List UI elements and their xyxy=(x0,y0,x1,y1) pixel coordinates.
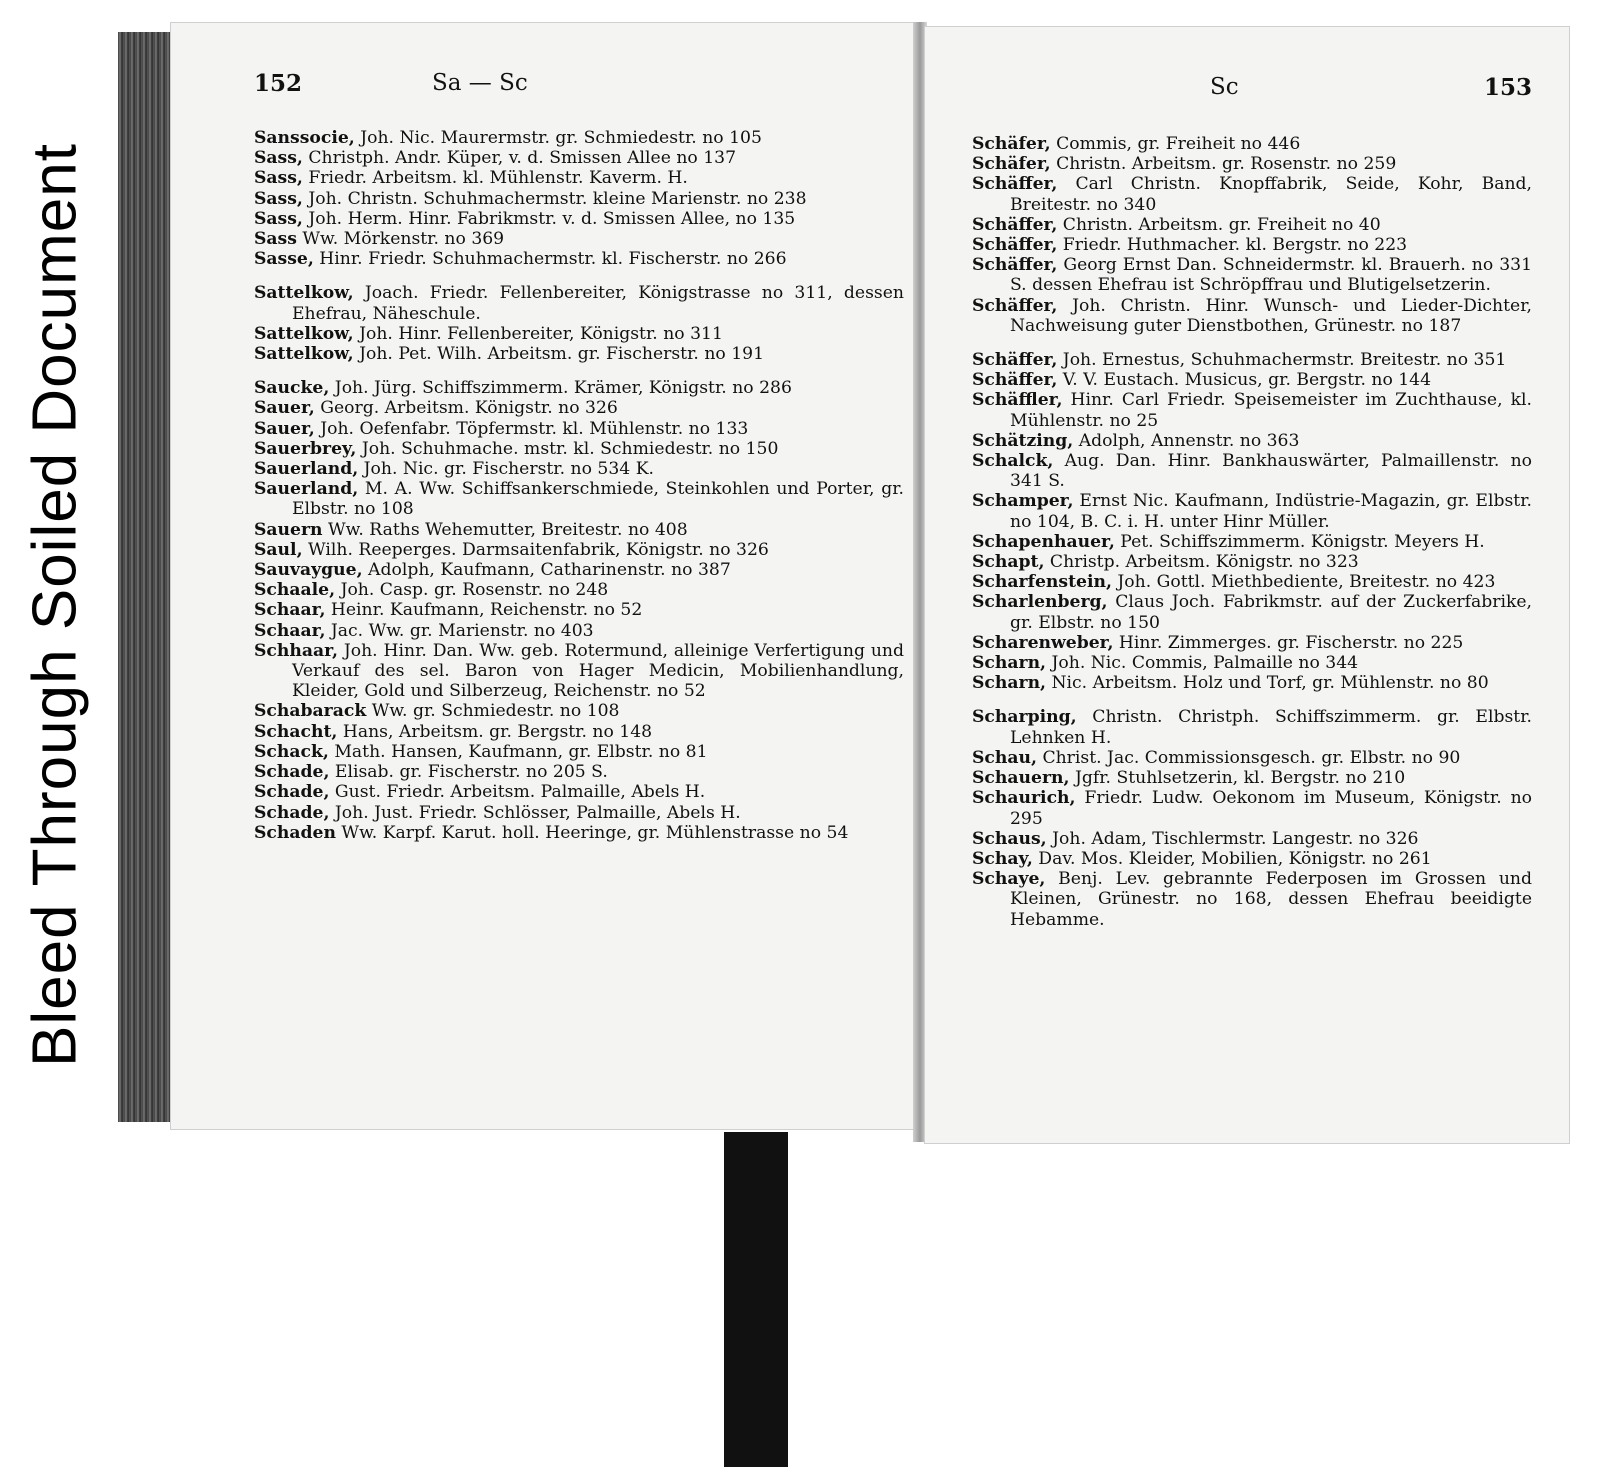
entry-details: Joh. Christn. Hinr. Wunsch- und Lieder-Dichter, Nachweisung guter Dienstbothen, Grünestr. no 187 xyxy=(1010,295,1532,336)
entry-details: Joh. Pet. Wilh. Arbeitsm. gr. Fischerstr. no 191 xyxy=(353,344,765,365)
directory-entry xyxy=(254,762,904,782)
entry-details: Joh. Oefenfabr. Töpfermstr. kl. Mühlenstr. no 133 xyxy=(314,418,749,439)
entry-surname: Sass, xyxy=(254,188,303,209)
directory-entry xyxy=(972,370,1532,390)
directory-entry xyxy=(254,324,904,344)
directory-entry xyxy=(254,189,904,209)
entry-details: Ww. gr. Schmiedestr. no 108 xyxy=(366,701,620,722)
directory-entry xyxy=(254,439,904,459)
entry-surname: Schamper, xyxy=(972,491,1074,512)
entry-surname: Schapenhauer, xyxy=(972,531,1115,552)
entry-details: Hinr. Friedr. Schuhmachermstr. kl. Fischerstr. no 266 xyxy=(313,249,787,270)
entry-details: Christ. Jac. Commissionsgesch. gr. Elbstr. no 90 xyxy=(1037,747,1461,768)
directory-entry xyxy=(254,600,904,620)
entry-details: Joh. Christn. Schuhmachermstr. kleine Marienstr. no 238 xyxy=(302,188,807,209)
entry-surname: Sattelkow, xyxy=(254,323,354,344)
directory-entry xyxy=(254,419,904,439)
entry-surname: Schade, xyxy=(254,782,330,803)
directory-entry xyxy=(254,803,904,823)
entry-details: Joh. Herm. Hinr. Fabrikmstr. v. d. Smissen Allee, no 135 xyxy=(302,208,796,229)
directory-entry xyxy=(972,350,1532,370)
directory-entry xyxy=(972,829,1532,849)
directory-entry xyxy=(254,209,904,229)
entry-surname: Schäffler, xyxy=(972,390,1063,411)
entry-details: V. V. Eustach. Musicus, gr. Bergstr. no 144 xyxy=(1057,370,1432,391)
entry-surname: Sasse, xyxy=(254,249,314,270)
entry-details: Joh. Schuhmache. mstr. kl. Schmiedestr. no 150 xyxy=(356,438,779,459)
entry-surname: Schäffer, xyxy=(972,350,1058,371)
directory-entry xyxy=(972,134,1532,154)
entry-details: Gust. Friedr. Arbeitsm. Palmaille, Abels H. xyxy=(329,782,706,803)
entry-surname: Sass xyxy=(254,229,297,250)
entry-details: Joh. Ernestus, Schuhmachermstr. Breitestr. no 351 xyxy=(1057,350,1507,371)
running-head: Sa — Sc xyxy=(432,70,528,96)
directory-entry xyxy=(972,592,1532,632)
entry-surname: Sauerland, xyxy=(254,459,359,480)
side-label: Bleed Through Soiled Document xyxy=(20,143,90,1067)
directory-entry xyxy=(972,788,1532,828)
entry-surname: Sauern xyxy=(254,519,323,540)
entry-surname: Sass, xyxy=(254,168,303,189)
directory-entry xyxy=(254,641,904,702)
entry-surname: Sass, xyxy=(254,208,303,229)
directory-entry xyxy=(254,148,904,168)
directory-entry xyxy=(972,491,1532,531)
directory-entry xyxy=(254,378,904,398)
entry-details: Hinr. Carl Friedr. Speisemeister im Zuchthause, kl. Mühlenstr. no 25 xyxy=(1010,390,1532,431)
entry-details: Aug. Dan. Hinr. Bankhauswärter, Palmaillenstr. no 341 S. xyxy=(1010,451,1532,492)
entry-surname: Schaden xyxy=(254,822,336,843)
entry-details: Christp. Arbeitsm. Königstr. no 323 xyxy=(1044,552,1359,573)
directory-entry xyxy=(972,390,1532,430)
directory-entry xyxy=(254,168,904,188)
entry-details: Joach. Friedr. Fellenbereiter, Königstrasse no 311, dessen Ehefrau, Näheschule. xyxy=(292,283,904,324)
right-page xyxy=(924,26,1570,1144)
entry-surname: Schade, xyxy=(254,802,330,823)
entry-surname: Scharn, xyxy=(972,673,1047,694)
entry-surname: Saul, xyxy=(254,539,303,560)
directory-entry xyxy=(254,560,904,580)
entry-surname: Scharenweber, xyxy=(972,632,1114,653)
directory-entry xyxy=(972,154,1532,174)
entry-details: Elisab. gr. Fischerstr. no 205 S. xyxy=(329,762,608,783)
entry-details: Joh. Nic. gr. Fischerstr. no 534 K. xyxy=(358,459,655,480)
entry-surname: Saucke, xyxy=(254,378,330,399)
entry-details: Heinr. Kaufmann, Reichenstr. no 52 xyxy=(325,600,643,621)
entry-list xyxy=(254,128,904,843)
entry-details: Dav. Mos. Kleider, Mobilien, Königstr. no 261 xyxy=(1032,848,1432,869)
entry-surname: Schapt, xyxy=(972,552,1045,573)
directory-entry xyxy=(972,633,1532,653)
directory-entry xyxy=(972,431,1532,451)
left-page xyxy=(170,22,916,1130)
open-book xyxy=(118,22,1533,1132)
entry-surname: Schäffer, xyxy=(972,214,1058,235)
entry-details: Christn. Arbeitsm. gr. Freiheit no 40 xyxy=(1057,214,1381,235)
directory-entry xyxy=(972,768,1532,788)
entry-details: Adolph, Kaufmann, Catharinenstr. no 387 xyxy=(362,560,731,581)
entry-details: Claus Joch. Fabrikmstr. auf der Zuckerfabrike, gr. Elbstr. no 150 xyxy=(1010,592,1532,633)
directory-entry xyxy=(254,128,904,148)
entry-surname: Schäffer, xyxy=(972,174,1058,195)
entry-details: Joh. Adam, Tischlermstr. Langestr. no 326 xyxy=(1046,828,1419,849)
directory-entry xyxy=(972,673,1532,693)
entry-details: Commis, gr. Freiheit no 446 xyxy=(1050,134,1301,154)
entry-surname: Schätzing, xyxy=(972,430,1074,451)
entry-surname: Sauerland, xyxy=(254,479,359,500)
directory-entry xyxy=(972,451,1532,491)
entry-details: Adolph, Annenstr. no 363 xyxy=(1073,430,1300,451)
entry-details: Joh. Hinr. Fellenbereiter, Königstr. no 311 xyxy=(353,323,723,344)
entry-surname: Schauern, xyxy=(972,768,1070,789)
entry-surname: Schaar, xyxy=(254,620,326,641)
directory-entry xyxy=(254,344,904,364)
entry-surname: Schaurich, xyxy=(972,788,1076,809)
entry-details: Friedr. Huthmacher. kl. Bergstr. no 223 xyxy=(1057,235,1408,256)
entry-surname: Schalck, xyxy=(972,451,1054,472)
entry-details: Ww. Raths Wehemutter, Breitestr. no 408 xyxy=(322,519,688,540)
directory-entry xyxy=(972,296,1532,336)
entry-surname: Sauerbrey, xyxy=(254,438,357,459)
directory-entry xyxy=(254,722,904,742)
entry-surname: Schade, xyxy=(254,762,330,783)
entry-surname: Schäffer, xyxy=(972,295,1058,316)
entry-surname: Schabarack xyxy=(254,701,367,722)
entry-surname: Schaar, xyxy=(254,600,326,621)
page-number: 152 xyxy=(254,70,303,97)
entry-surname: Scharping, xyxy=(972,707,1077,728)
entry-details: Math. Hansen, Kaufmann, gr. Elbstr. no 81 xyxy=(328,741,708,762)
entry-surname: Sauvaygue, xyxy=(254,560,363,581)
directory-entry xyxy=(972,552,1532,572)
entry-surname: Schaye, xyxy=(972,869,1046,890)
directory-entry xyxy=(972,174,1532,214)
directory-entry xyxy=(254,742,904,762)
entry-details: Friedr. Arbeitsm. kl. Mühlenstr. Kaverm. H. xyxy=(302,168,688,189)
entry-list xyxy=(972,134,1532,930)
entry-details: Ernst Nic. Kaufmann, Indüstrie-Magazin, gr. Elbstr. no 104, B. C. i. H. unter Hinr Müller. xyxy=(1010,491,1532,532)
entry-surname: Schäffer, xyxy=(972,370,1058,391)
entry-surname: Schhaar, xyxy=(254,640,338,661)
entry-surname: Schacht, xyxy=(254,721,338,742)
entry-surname: Sattelkow, xyxy=(254,283,354,304)
side-label-panel xyxy=(0,60,110,1090)
entry-surname: Sanssocie, xyxy=(254,128,355,148)
entry-details: Benj. Lev. gebrannte Federposen im Grossen und Kleinen, Grünestr. no 168, dessen Ehefrau beeidigte Hebamme. xyxy=(1010,869,1532,930)
directory-entry xyxy=(254,823,904,843)
entry-surname: Scharfenstein, xyxy=(972,572,1112,593)
entry-details: Christn. Christph. Schiffszimmerm. gr. Elbstr. Lehnken H. xyxy=(1010,707,1532,748)
directory-entry xyxy=(972,653,1532,673)
page-number: 153 xyxy=(1484,74,1533,101)
entry-surname: Sass, xyxy=(254,148,303,169)
entry-surname: Schäfer, xyxy=(972,154,1051,175)
entry-details: Friedr. Ludw. Oekonom im Museum, Königstr. no 295 xyxy=(1010,788,1532,829)
entry-details: Christn. Arbeitsm. gr. Rosenstr. no 259 xyxy=(1050,154,1397,175)
entry-details: Jac. Ww. gr. Marienstr. no 403 xyxy=(325,620,594,641)
directory-entry xyxy=(254,479,904,519)
directory-entry xyxy=(254,782,904,802)
entry-details: Joh. Hinr. Dan. Ww. geb. Rotermund, alleinige Verfertigung und Verkauf des sel. Baron von Hager Medicin, Mobilienhandlung, Kleider, Gold und Silberzeug, Reichenstr. no 52 xyxy=(292,640,904,702)
directory-entry xyxy=(254,459,904,479)
fore-edge xyxy=(118,32,176,1122)
entry-details: Wilh. Reeperges. Darmsaitenfabrik, Königstr. no 326 xyxy=(302,539,769,560)
directory-entry xyxy=(972,707,1532,747)
entry-details: M. A. Ww. Schiffsankerschmiede, Steinkohlen und Porter, gr. Elbstr. no 108 xyxy=(292,479,904,520)
directory-entry xyxy=(254,540,904,560)
directory-entry xyxy=(972,572,1532,592)
entry-details: Joh. Casp. gr. Rosenstr. no 248 xyxy=(335,580,609,601)
entry-details: Joh. Gottl. Miethbediente, Breitestr. no 423 xyxy=(1111,572,1496,593)
directory-entry xyxy=(972,532,1532,552)
directory-entry xyxy=(254,580,904,600)
directory-entry xyxy=(972,255,1532,295)
entry-surname: Sauer, xyxy=(254,418,315,439)
entry-surname: Schaus, xyxy=(972,828,1047,849)
directory-entry xyxy=(972,849,1532,869)
entry-surname: Schäffer, xyxy=(972,255,1058,276)
entry-details: Joh. Nic. Maurermstr. gr. Schmiedestr. no 105 xyxy=(354,128,762,148)
entry-surname: Schäfer, xyxy=(972,134,1051,154)
entry-details: Jgfr. Stuhlsetzerin, kl. Bergstr. no 210 xyxy=(1069,768,1406,789)
directory-entry xyxy=(972,235,1532,255)
entry-details: Carl Christn. Knopffabrik, Seide, Kohr, Band, Breitestr. no 340 xyxy=(1010,174,1532,215)
entry-details: Ww. Mörkenstr. no 369 xyxy=(296,229,505,250)
directory-entry xyxy=(254,283,904,323)
entry-details: Joh. Just. Friedr. Schlösser, Palmaille, Abels H. xyxy=(329,802,741,823)
entry-surname: Sauer, xyxy=(254,398,315,419)
directory-entry xyxy=(254,229,904,249)
entry-surname: Scharn, xyxy=(972,653,1047,674)
entry-surname: Schäffer, xyxy=(972,235,1058,256)
entry-details: Pet. Schiffszimmerm. Königstr. Meyers H. xyxy=(1114,531,1485,552)
entry-details: Hinr. Zimmerges. gr. Fischerstr. no 225 xyxy=(1113,632,1464,653)
entry-surname: Schau, xyxy=(972,747,1037,768)
directory-entry xyxy=(972,215,1532,235)
directory-entry xyxy=(254,701,904,721)
entry-details: Ww. Karpf. Karut. holl. Heeringe, gr. Mühlenstrasse no 54 xyxy=(335,822,849,843)
directory-entry xyxy=(254,520,904,540)
entry-details: Joh. Jürg. Schiffszimmerm. Krämer, Königstr. no 286 xyxy=(329,378,792,399)
entry-details: Georg. Arbeitsm. Königstr. no 326 xyxy=(314,398,618,419)
entry-details: Joh. Nic. Commis, Palmaille no 344 xyxy=(1046,653,1359,674)
directory-entry xyxy=(972,748,1532,768)
directory-entry xyxy=(254,398,904,418)
directory-entry xyxy=(254,249,904,269)
entry-surname: Schay, xyxy=(972,848,1033,869)
directory-entry xyxy=(972,869,1532,930)
entry-details: Hans, Arbeitsm. gr. Bergstr. no 148 xyxy=(337,721,653,742)
spine-strip xyxy=(724,1132,788,1467)
entry-surname: Schaale, xyxy=(254,580,336,601)
running-head: Sc xyxy=(1210,74,1239,100)
entry-surname: Scharlenberg, xyxy=(972,592,1108,613)
entry-surname: Schack, xyxy=(254,741,329,762)
entry-details: Georg Ernst Dan. Schneidermstr. kl. Brauerh. no 331 S. dessen Ehefrau ist Schröpffrau und Blutigelsetzerin. xyxy=(1010,255,1532,296)
directory-entry xyxy=(254,621,904,641)
entry-details: Nic. Arbeitsm. Holz und Torf, gr. Mühlenstr. no 80 xyxy=(1046,673,1489,694)
entry-surname: Sattelkow, xyxy=(254,344,354,365)
entry-details: Christph. Andr. Küper, v. d. Smissen Allee no 137 xyxy=(302,148,737,169)
